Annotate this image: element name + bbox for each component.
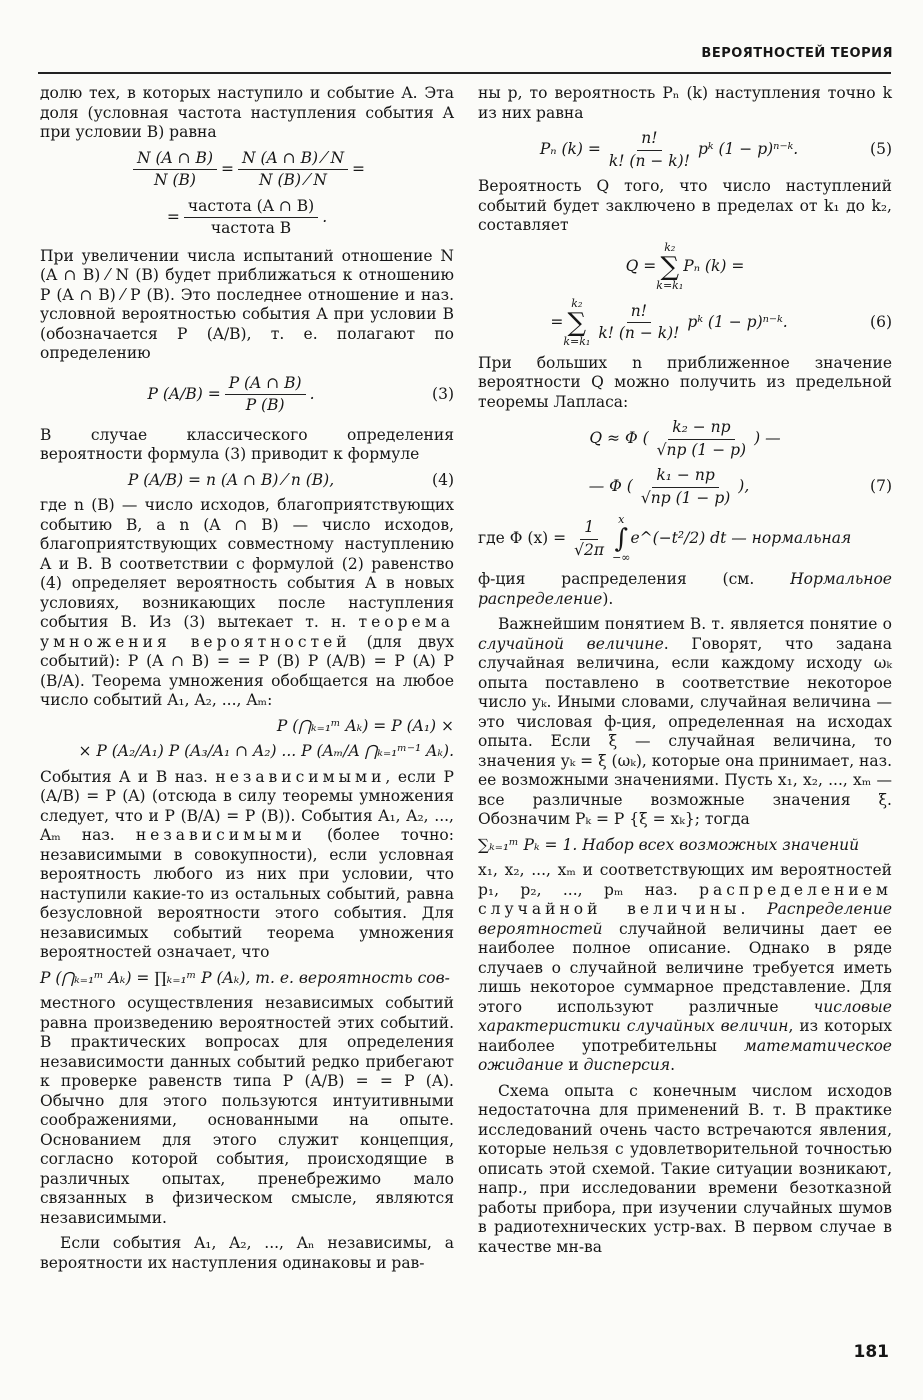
- formula-multiplication-a: P (⋂ₖ₌₁ᵐ Aₖ) = P (A₁) ×: [276, 716, 454, 735]
- header-rule: [38, 72, 891, 74]
- right-column: [478, 84, 892, 1257]
- formula-conditional-frequency: $\frac{N (A \cap B)}{N (B)}$ = $\frac{N (A \cap B) ⁄ N}{N (B) ⁄ N}$ =: [40, 149, 454, 191]
- paragraph: При увеличении числа испытаний отношение N (A ∩ B) ⁄ N (B) будет приближаться к отношению P (A ∩ B) ⁄ P (B). Это последнее отношение и наз. условной вероятностью события A при условии B (обозначается P (A/B), т. е. полагают по определению: [40, 246, 454, 362]
- numerator: n!: [637, 129, 661, 151]
- cross-reference: Распределение вероятностей: [478, 900, 892, 938]
- numerator: N (A ∩ B) ⁄ N: [238, 149, 348, 171]
- formula-sum-probabilities: ∑ₖ₌₁ᵐ Pₖ = 1. Набор всех возможных значений: [478, 835, 860, 854]
- paragraph: События A и B наз. независимыми, если P (A/B) = P (A) (отсюда в силу теоремы умножения следует, что и P (B/A) = P (B)). События A₁, A₂, ..., Aₘ наз. независимыми (более точно: независимыми в совокупности), если условная вероятность любого из них при условии, что наступили какие-то из остальных событий, равна безусловной вероятности этого события. Для независимых событий теорема умножения вероятностей означает, что: [40, 767, 454, 961]
- paragraph: В случае классического определения вероятности формула (3) приводит к формуле: [40, 425, 454, 463]
- denominator: N (B) ⁄ N: [259, 171, 327, 189]
- paragraph: Схема опыта с конечным числом исходов недостаточна для применений В. т. В практике исследований очень часто встречаются явления, которые нельзя с удовлетворительной точностью описать этой схемой. Такие ситуации возникают, напр., при исследовании времени безотказной работы прибора, при изучении случайных шумов в радиотехнических устр-вах. В первом случае в качестве мн-ва: [478, 1081, 892, 1256]
- page-number: 181: [853, 1342, 889, 1362]
- integral-operator: x ∫ −∞: [612, 513, 631, 564]
- paragraph: Вероятность Q того, что число наступлений событий будет заключено в пределах от k₁ до k₂, составляет: [478, 177, 892, 234]
- numerator: 1: [580, 518, 598, 540]
- numerator: P (A ∩ B): [225, 374, 306, 396]
- cross-reference: Нормальное распределение: [478, 570, 892, 608]
- equation-number: (6): [870, 312, 892, 331]
- denominator: √np (1 − p): [640, 488, 731, 507]
- cross-reference: дисперсия: [583, 1056, 671, 1074]
- equation-number: (4): [432, 470, 454, 489]
- paragraph: местного осуществления независимых событий равна произведению вероятностей этих событий. В практических вопросах для определения независимости данных событий редко прибегают к проверке равенств типа P (A/B) = = P (A). Обычно для этого пользуются интуитивными соображениями, основанными на опыте. Основанием для этого служит концепция, согласно которой события, происходящие в различных опытах, пренебрежимо мало связанных в физическом смысле, являются независимыми.: [40, 994, 454, 1227]
- term-italic: случайной величине: [478, 634, 664, 653]
- term-spaced: независимыми: [215, 767, 386, 786]
- equation-number: (3): [432, 384, 454, 403]
- denominator: √np (1 − p): [656, 440, 747, 459]
- equation-number: (5): [870, 140, 892, 159]
- denominator: k! (n − k)!: [598, 324, 680, 342]
- formula-4: P (A/B) = n (A ∩ B) ⁄ n (B), (4): [127, 470, 454, 489]
- formula-normal-distribution: где Φ (x) = $\frac{1}{√2\pi}$ x ∫ −∞ e^(−t²/2) dt — нормальная: [478, 513, 852, 564]
- formula-3: P (A/B) = $\frac{P (A \cap B)}{P (B)}$ . (3): [147, 373, 454, 414]
- denominator: k! (n − k)!: [608, 151, 690, 170]
- numerator: k₁ − np: [652, 466, 718, 488]
- denominator: P (B): [245, 396, 285, 414]
- term-spaced: распределением случайной величины: [478, 880, 892, 918]
- cross-reference: математическое ожидание: [478, 1036, 892, 1074]
- paragraph: ф-ция распределения (см. Нормальное распределение).: [478, 570, 892, 608]
- formula-6a: Q = k₂ ∑ k=k₁ Pₙ (k) =: [625, 240, 745, 292]
- formula-independent-product: P (⋂ₖ₌₁ᵐ Aₖ) = ∏ₖ₌₁ᵐ P (Aₖ), т. е. вероятность сов-: [40, 968, 450, 987]
- denominator: N (B): [154, 171, 196, 189]
- denominator: √2π: [574, 540, 605, 559]
- formula-6b: = k₂ ∑ k=k₁ $\frac{n!}{k! (n - k)!}$ pᵏ (1 − p)ⁿ⁻ᵏ. (6): [550, 296, 892, 348]
- numerator: n!: [627, 302, 651, 324]
- left-column: [40, 84, 454, 1273]
- sum-operator: k₂ ∑ k=k₁: [656, 240, 684, 292]
- paragraph: Важнейшим понятием В. т. является понятие о случайной величине. Говорят, что задана случайная величина, если каждому исходу ωₖ опыта поставлено в соответствие некоторое число yₖ. Иными словами, случайная величина — это числовая ф-ция, определенная на исходах опыта. Если ξ — случайная величина, то значения yₖ = ξ (ωₖ), которые она принимает, наз. ее возможными значениями. Пусть x₁, x₂, ..., xₘ — все различные возможные значения ξ. Обозначим Pₖ = P {ξ = xₖ}; тогда: [478, 615, 892, 828]
- formula-7b: — Φ ( $\frac{\text{k₁ − np}}{√np (1 - p)}$ ), (7): [588, 466, 892, 507]
- term-italic: числовые характеристики случайных величин: [478, 997, 892, 1035]
- denominator: частота B: [210, 219, 292, 237]
- paragraph: долю тех, в которых наступило и событие A. Эта доля (условная частота наступления события A при условии B) равна: [40, 84, 454, 141]
- running-header: ВЕРОЯТНОСТЕЙ ТЕОРИЯ: [701, 46, 893, 61]
- paragraph: где n (B) — число исходов, благоприятствующих событию B, а n (A ∩ B) — число исходов, благоприятствующих совместному наступлению A и B. В соответствии с формулой (2) равенство (4) определяет вероятность события A в новых условиях, возникающих после наступления события B. Из (3) вытекает т. н. теорема умножения вероятностей (для двух событий): P (A ∩ B) = = P (B) P (A/B) = P (A) P (B/A). Теорема умножения обобщается на любое число событий A₁, A₂, ..., Aₘ:: [40, 496, 455, 709]
- numerator: k₂ − np: [668, 418, 734, 440]
- term-spaced: независимыми: [135, 826, 306, 844]
- formula-multiplication-b: × P (A₂/A₁) P (A₃/A₁ ∩ A₂) ... P (Aₘ/A ⋂ₖ₌₁ᵐ⁻¹ Aₖ).: [78, 742, 454, 760]
- formula-frequency-ratio: = $\frac{\text{частота (A ∩ B)}}{\text{частота B}}$ .: [166, 196, 328, 237]
- term-spaced: теорема умножения вероятностей: [40, 613, 455, 651]
- formula-5: Pₙ (k) = $\frac{n!}{k! (n - k)!}$ pᵏ (1 − p)ⁿ⁻ᵏ. (5): [539, 129, 892, 170]
- paragraph: ны p, то вероятность Pₙ (k) наступления точно k из них равна: [478, 84, 892, 122]
- equation-number: (7): [870, 477, 892, 496]
- paragraph: При больших n приближенное значение вероятности Q можно получить из предельной теоремы Лапласа:: [478, 353, 892, 411]
- paragraph: Если события A₁, A₂, ..., Aₙ независимы, а вероятности их наступления одинаковы и рав-: [40, 1234, 454, 1272]
- numerator: N (A ∩ B): [133, 149, 217, 171]
- sum-operator: k₂ ∑ k=k₁: [563, 296, 591, 348]
- numerator: частота (A ∩ B): [184, 197, 318, 219]
- paragraph: x₁, x₂, ..., xₘ и соответствующих им вероятностей p₁, p₂, ..., pₘ наз. распределением случайной величины. Распределение вероятностей случайной величины дает ее наиболее полное описание. Однако в ряде случаев о случайной величине требуется иметь лишь некоторое суммарное представление. Для этого используют различные числовые характеристики случайных величин, из которых наиболее употребительны математическое ожидание и дисперсия.: [478, 861, 892, 1074]
- formula-7a: Q ≈ Φ ( $\frac{\text{k₂ − np}}{√np (1 - p)}$ ) —: [589, 418, 781, 459]
